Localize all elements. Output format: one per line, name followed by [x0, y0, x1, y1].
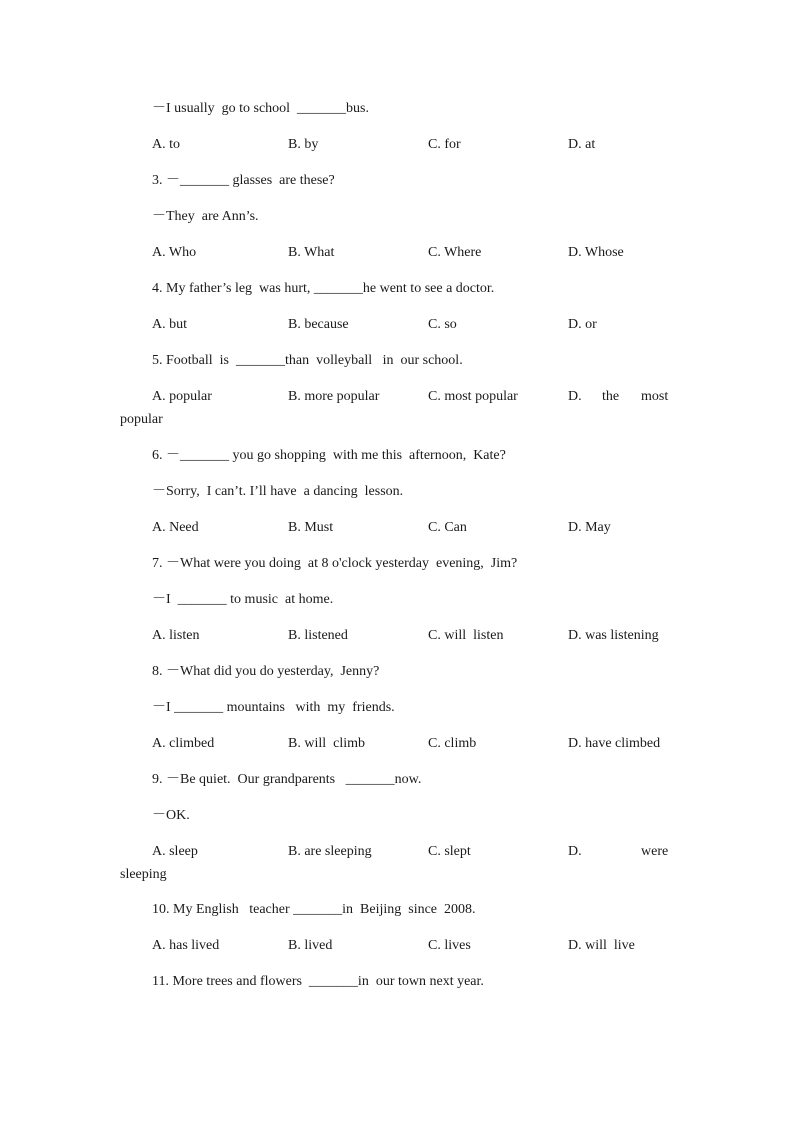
question-9-reply: －OK.: [152, 808, 190, 823]
option-d[interactable]: D. will live: [568, 938, 635, 953]
question-5-options: [152, 388, 672, 406]
question-8-options: [152, 735, 672, 753]
option-b[interactable]: B. because: [288, 317, 349, 332]
question-4-options: [152, 316, 672, 334]
question-10-options: [152, 937, 672, 955]
option-b[interactable]: B. lived: [288, 938, 333, 953]
question-11-stem: 11. More trees and flowers _______in our town next year.: [152, 974, 484, 989]
option-c[interactable]: C. climb: [428, 736, 477, 751]
option-c[interactable]: C. slept: [428, 844, 471, 859]
option-c[interactable]: C. so: [428, 317, 457, 332]
option-b[interactable]: B. What: [288, 245, 335, 260]
question-3-stem: 3. －_______ glasses are these?: [152, 173, 335, 188]
question-5-stem: 5. Football is _______than volleyball in our school.: [152, 353, 463, 368]
option-a[interactable]: A. Need: [152, 520, 199, 535]
option-c[interactable]: C. Can: [428, 520, 467, 535]
question-6-stem: 6. －_______ you go shopping with me this afternoon, Kate?: [152, 448, 506, 463]
question-7-stem: 7. －What were you doing at 8 o'clock yesterday evening, Jim?: [152, 556, 518, 571]
option-d[interactable]: D. was listening: [568, 628, 659, 643]
question-3-options: [152, 244, 672, 262]
option-d[interactable]: D. May: [568, 520, 611, 535]
option-d-wrap: popular: [120, 412, 163, 427]
option-b[interactable]: B. listened: [288, 628, 348, 643]
option-a[interactable]: A. to: [152, 137, 180, 152]
question-4-stem: 4. My father’s leg was hurt, _______he went to see a doctor.: [152, 281, 495, 296]
option-c[interactable]: C. for: [428, 137, 461, 152]
option-a[interactable]: A. sleep: [152, 844, 198, 859]
question-8-stem: 8. －What did you do yesterday, Jenny?: [152, 664, 380, 679]
option-a[interactable]: A. climbed: [152, 736, 215, 751]
option-d-word-1: the: [602, 389, 620, 404]
question-3-reply: －They are Ann’s.: [152, 209, 259, 224]
option-c[interactable]: C. most popular: [428, 389, 518, 404]
question-2-answer-stem: －I usually go to school _______bus.: [152, 101, 369, 116]
option-a[interactable]: A. Who: [152, 245, 197, 260]
question-8-reply: －I _______ mountains with my friends.: [152, 700, 395, 715]
option-d[interactable]: D. Whose: [568, 245, 624, 260]
option-d[interactable]: D. or: [568, 317, 597, 332]
option-b[interactable]: B. will climb: [288, 736, 365, 751]
option-a[interactable]: A. listen: [152, 628, 200, 643]
option-b[interactable]: B. by: [288, 137, 319, 152]
option-d-wrap: sleeping: [120, 867, 167, 882]
question-7-options: [152, 627, 672, 645]
question-10-stem: 10. My English teacher _______in Beijing since 2008.: [152, 902, 476, 917]
question-7-reply: －I _______ to music at home.: [152, 592, 334, 607]
option-a[interactable]: A. has lived: [152, 938, 220, 953]
option-d[interactable]: D. have climbed: [568, 736, 661, 751]
option-d[interactable]: D. at: [568, 137, 596, 152]
option-c[interactable]: C. lives: [428, 938, 471, 953]
option-b[interactable]: B. are sleeping: [288, 844, 372, 859]
question-2-options: [152, 136, 672, 154]
option-a[interactable]: A. but: [152, 317, 187, 332]
option-d-letter[interactable]: D.: [568, 389, 582, 404]
question-6-options: [152, 519, 672, 537]
question-9-stem: 9. －Be quiet. Our grandparents _______now.: [152, 772, 422, 787]
question-6-reply: －Sorry, I can’t. I’ll have a dancing lesson.: [152, 484, 404, 499]
option-d-word-1: were: [641, 844, 669, 859]
option-c[interactable]: C. will listen: [428, 628, 504, 643]
option-c[interactable]: C. Where: [428, 245, 482, 260]
option-d-letter[interactable]: D.: [568, 844, 582, 859]
option-a[interactable]: A. popular: [152, 389, 212, 404]
question-9-options: [152, 843, 672, 861]
option-b[interactable]: B. more popular: [288, 389, 380, 404]
option-b[interactable]: B. Must: [288, 520, 334, 535]
option-d-word-2: most: [641, 389, 669, 404]
